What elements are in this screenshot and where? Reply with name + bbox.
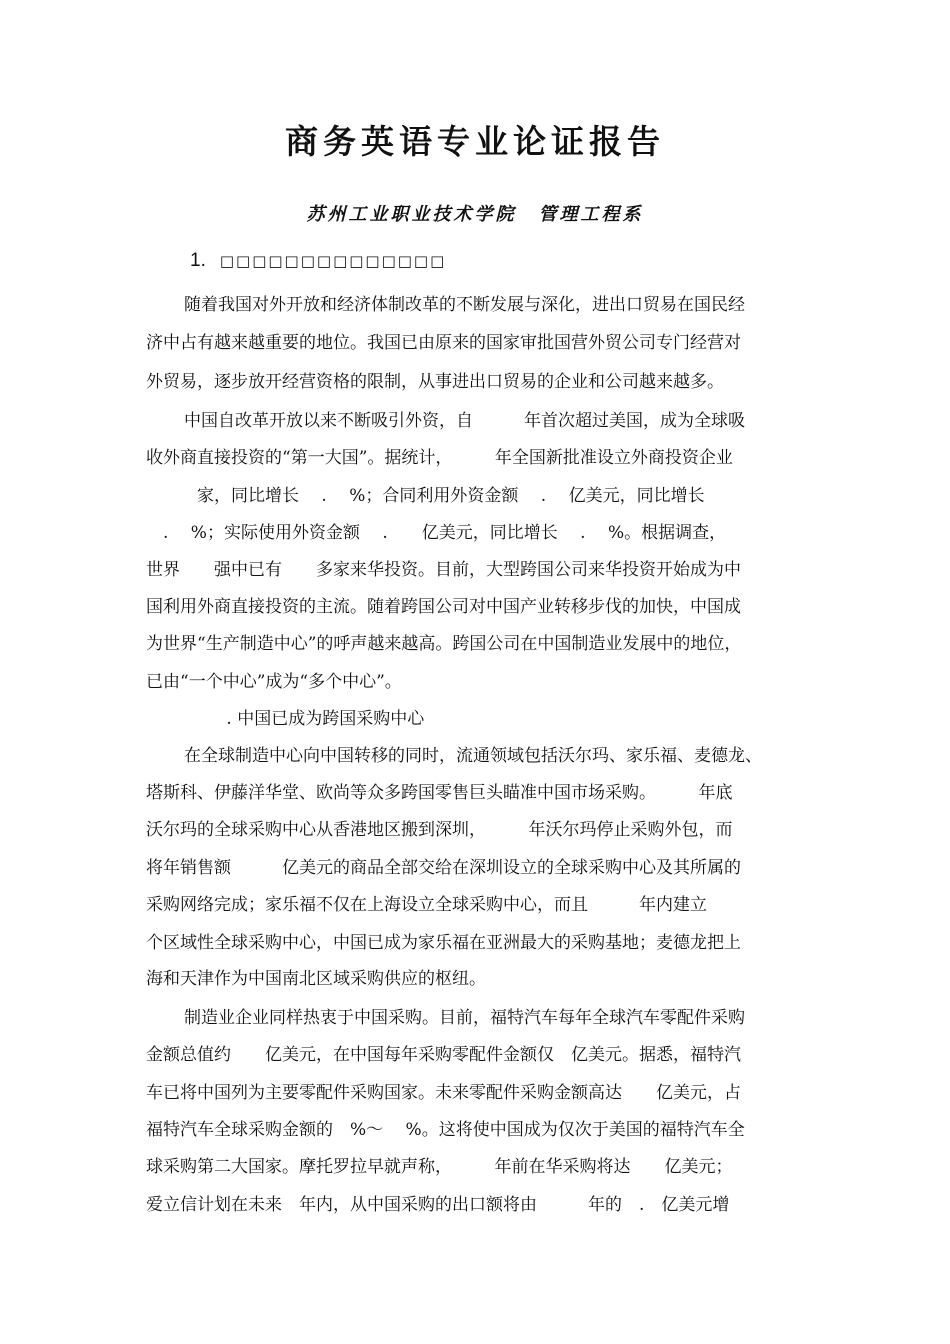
paragraph-line: 金额总值约 亿美元，在中国每年采购零配件金额仅 亿美元。据悉，福特汽	[146, 1045, 741, 1065]
paragraph-line: . %；实际使用外资金额 . 亿美元，同比增长 . %。根据调查，	[146, 523, 727, 543]
paragraph-line: 世界 强中已有 多家来华投资。目前，大型跨国公司来华投资开始成为中	[146, 560, 741, 580]
page-subtitle	[0, 200, 950, 226]
paragraph-line: 家，同比增长 . %；合同利用外资金额 . 亿美元，同比增长	[146, 486, 705, 506]
page-title: 商务英语专业论证报告	[285, 122, 665, 161]
paragraph-line: 爱立信计划在未来 年内，从中国采购的出口额将由 年的 . 亿美元增	[146, 1195, 730, 1215]
paragraph-line: 采购网络完成；家乐福不仅在上海设立全球采购中心，而且 年内建立	[146, 895, 707, 915]
department-name: 管理工程系	[538, 204, 644, 225]
paragraph-line: 制造业企业同样热衷于中国采购。目前，福特汽车每年全球汽车零配件采购	[184, 1008, 745, 1028]
section-heading	[190, 250, 446, 272]
paragraph-line: 将年销售额 亿美元的商品全部交给在深圳设立的全球采购中心及其所属的	[146, 858, 741, 878]
paragraph-line: 国利用外商直接投资的主流。随着跨国公司对中国产业转移步伐的加快，中国成	[146, 597, 741, 617]
paragraph-line: 收外商直接投资的“第一大国”。据统计， 年全国新批准设立外商投资企业	[146, 448, 733, 468]
section-number: 1.	[190, 250, 206, 271]
paragraph-line: 塔斯科、伊藤洋华堂、欧尚等众多跨国零售巨头瞄准中国市场采购。 年底	[146, 783, 733, 803]
paragraph-line: 车已将中国列为主要零配件采购国家。未来零配件采购金额高达 亿美元，占	[146, 1083, 741, 1103]
paragraph-line: 沃尔玛的全球采购中心从香港地区搬到深圳， 年沃尔玛停止采购外包，而	[146, 820, 733, 840]
paragraph-line: 济中占有越来越重要的地位。我国已由原来的国家审批国营外贸公司专门经营对	[146, 333, 741, 353]
section-heading-text: □□□□□□□□□□□□□□	[219, 252, 447, 270]
paragraph-line: 海和天津作为中国南北区域采购供应的枢纽。	[146, 969, 486, 989]
paragraph-line: 已由“一个中心”成为“多个中心”。	[146, 672, 402, 692]
paragraph-line: 中国自改革开放以来不断吸引外资，自 年首次超过美国，成为全球吸	[184, 411, 745, 431]
paragraph-line: 个区域性全球采购中心，中国已成为家乐福在亚洲最大的采购基地；麦德龙把上	[146, 933, 741, 953]
paragraph-line: 球采购第二大国家。摩托罗拉早就声称， 年前在华采购将达 亿美元；	[146, 1157, 733, 1177]
subsection-heading: . 中国已成为跨国采购中心	[170, 709, 425, 729]
paragraph-line: 为世界“生产制造中心”的呼声越来越高。跨国公司在中国制造业发展中的地位，	[146, 634, 742, 654]
paragraph-line: 在全球制造中心向中国转移的同时，流通领域包括沃尔玛、家乐福、麦德龙、	[184, 746, 762, 766]
school-name: 苏州工业职业技术学院	[306, 204, 517, 225]
paragraph-line: 外贸易，逐步放开经营资格的限制，从事进出口贸易的企业和公司越来越多。	[146, 372, 724, 392]
paragraph-line: 随着我国对外开放和经济体制改革的不断发展与深化，进出口贸易在国民经	[184, 295, 745, 315]
paragraph-line: 福特汽车全球采购金额的 %～ %。这将使中国成为仅次于美国的福特汽车全	[146, 1120, 745, 1140]
